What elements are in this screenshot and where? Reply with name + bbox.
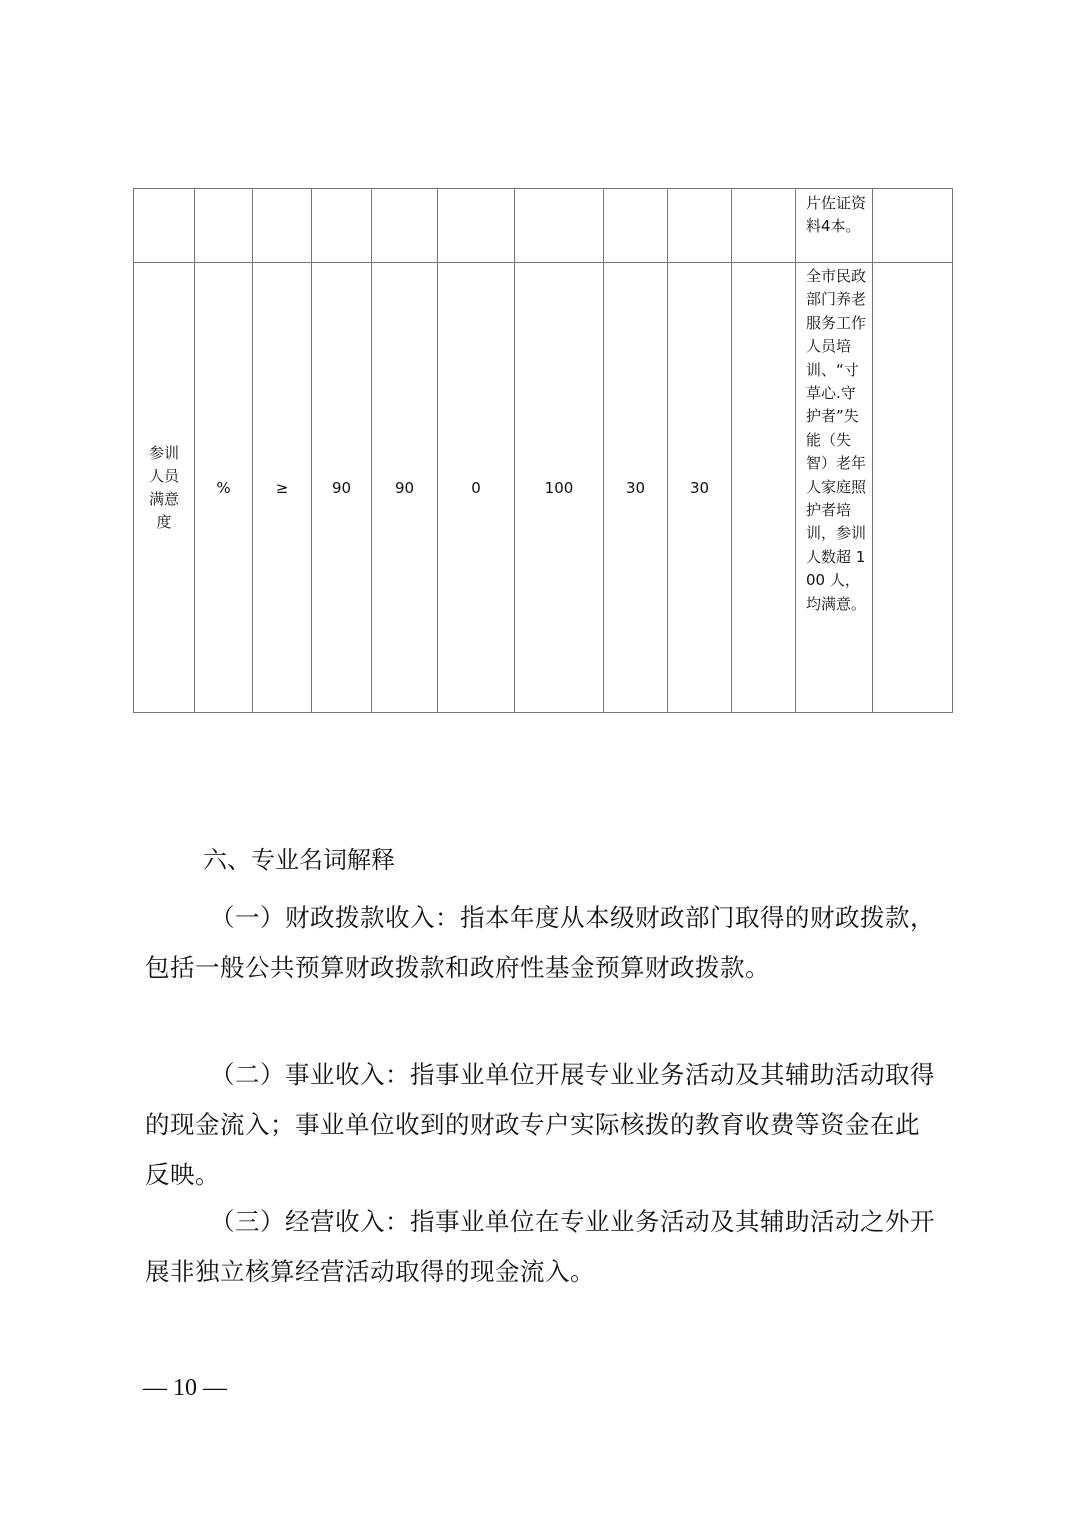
cell bbox=[195, 189, 253, 263]
cell bbox=[515, 189, 604, 263]
blank-cell bbox=[732, 263, 796, 713]
cell bbox=[438, 189, 515, 263]
cell bbox=[668, 189, 732, 263]
performance-table bbox=[133, 188, 953, 713]
weight-cell: 30 bbox=[604, 263, 668, 713]
remark-cell bbox=[873, 263, 953, 713]
table-row-continued bbox=[134, 189, 953, 263]
cell bbox=[134, 189, 195, 263]
page-number: — 10 — bbox=[143, 1375, 227, 1401]
note-cell: 全市民政部门养老服务工作人员培训、“寸草心.守护者”失能（失智）老年人家庭照护者培训，参训人数超 100 人，均满意。 bbox=[796, 263, 873, 713]
table-row bbox=[134, 263, 953, 713]
deviation-cell: 0 bbox=[438, 263, 515, 713]
score-cell: 30 bbox=[668, 263, 732, 713]
unit-cell: % bbox=[195, 263, 253, 713]
indicator-cell: 参训人员满意度 bbox=[134, 263, 195, 713]
completion-rate-cell: 100 bbox=[515, 263, 604, 713]
cell bbox=[732, 189, 796, 263]
section-heading: 六、专业名词解释 bbox=[203, 846, 395, 874]
note-cell: 片佐证资料4本。 bbox=[796, 189, 873, 263]
operator-cell: ≥ bbox=[253, 263, 312, 713]
cell bbox=[253, 189, 312, 263]
paragraph-fiscal-income: （一）财政拨款收入：指本年度从本级财政部门取得的财政拨款，包括一般公共预算财政拨款和政府性基金预算财政拨款。 bbox=[145, 903, 935, 982]
paragraph-business-income: （二）事业收入：指事业单位开展专业业务活动及其辅助活动取得的现金流入；事业单位收到的财政专户实际核拨的教育收费等资金在此反映。 bbox=[145, 1060, 935, 1189]
annual-target-cell: 90 bbox=[312, 263, 372, 713]
cell bbox=[604, 189, 668, 263]
paragraph-operating-income: （三）经营收入：指事业单位在专业业务活动及其辅助活动之外开展非独立核算经营活动取得的现金流入。 bbox=[145, 1207, 935, 1286]
cell bbox=[372, 189, 438, 263]
cell bbox=[312, 189, 372, 263]
actual-value-cell: 90 bbox=[372, 263, 438, 713]
remark-cell bbox=[873, 189, 953, 263]
